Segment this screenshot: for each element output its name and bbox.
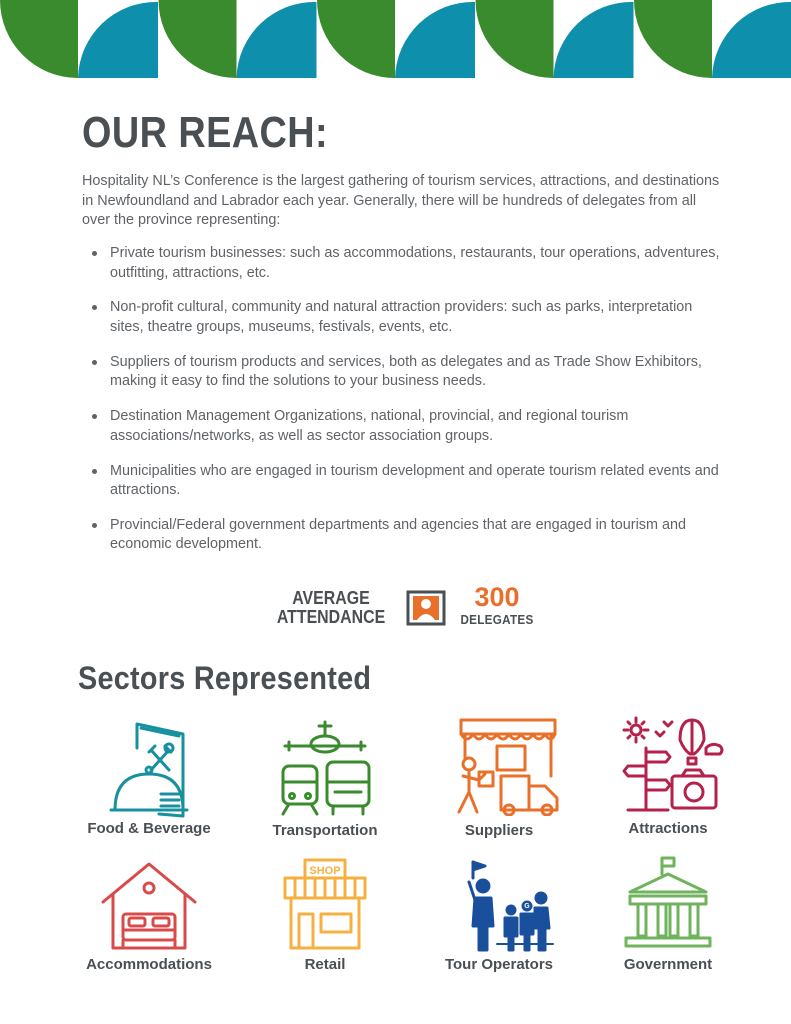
- sector-label: Retail: [304, 956, 346, 973]
- banner-blue-shape: [78, 2, 158, 78]
- decorative-banner: [0, 0, 791, 80]
- attendance-label-line1: AVERAGE: [292, 587, 370, 608]
- sector-label: Government: [623, 956, 713, 973]
- delegate-list: [82, 244, 722, 570]
- retail-icon: [265, 856, 385, 956]
- suppliers-icon: [439, 716, 559, 816]
- intro-paragraph: Hospitality NL’s Conference is the largest gathering of tourism services, attractions, and destinations in Newfoundland and Labrador each year. Generally, there will be hundreds of delegates from all over the province representing:: [82, 173, 720, 228]
- accommodations-icon: [89, 856, 209, 956]
- sector-label: Tour Operators: [444, 956, 554, 973]
- transportation-icon: [265, 718, 385, 818]
- attendance-label: [277, 588, 385, 626]
- sector-label: Transportation: [272, 822, 378, 839]
- attendance-label-line2: ATTENDANCE: [276, 606, 386, 627]
- sector-label: Accommodations: [86, 956, 212, 973]
- sectors-heading: Sectors Represented: [78, 660, 372, 696]
- list-item: Provincial/Federal government departments and agencies that are engaged in tourism and economic development.: [82, 516, 722, 555]
- banner-blue-shape: [554, 2, 634, 78]
- guide-badge-text: G: [524, 903, 530, 910]
- banner-blue-shape: [712, 2, 791, 78]
- banner-blue-shape: [237, 2, 317, 78]
- sector-accommodations: [64, 856, 234, 986]
- sector-transportation: [240, 718, 410, 848]
- banner-green-shape: [0, 0, 78, 78]
- sector-tour-operators: [414, 856, 584, 986]
- shop-sign-text: SHOP: [309, 865, 341, 877]
- sector-label: Suppliers: [464, 822, 534, 839]
- attendance-number: 300: [474, 582, 520, 612]
- attractions-icon: [608, 714, 728, 814]
- banner-blue-shape: [395, 2, 475, 78]
- banner-green-shape: [317, 0, 395, 78]
- page-title: OUR REACH:: [82, 108, 329, 157]
- sector-government: [583, 856, 753, 986]
- list-item: Destination Management Organizations, national, provincial, and regional tourism associations/networks, as well as sector association groups.: [82, 407, 722, 446]
- attendance-unit: DELEGATES: [460, 612, 534, 627]
- average-attendance: [268, 582, 558, 632]
- sector-label: Food & Beverage: [87, 820, 211, 837]
- list-item: Municipalities who are engaged in tourism development and operate tourism related events and attractions.: [82, 462, 722, 501]
- sector-label: Attractions: [628, 820, 708, 837]
- food-beverage-icon: [89, 718, 209, 818]
- sector-food-beverage: [64, 718, 234, 848]
- tour-operators-icon: [439, 856, 559, 956]
- banner-green-shape: [476, 0, 554, 78]
- list-item: Suppliers of tourism products and services, both as delegates and as Trade Show Exhibitors, making it easy to find the solutions to your business needs.: [82, 353, 722, 392]
- banner-green-shape: [159, 0, 237, 78]
- sector-retail: [240, 856, 410, 986]
- sector-suppliers: [414, 716, 584, 846]
- person-icon: [406, 590, 446, 626]
- government-icon: [608, 856, 728, 956]
- list-item: Private tourism businesses: such as accommodations, restaurants, tour operations, adventures, outfitting, attractions, etc.: [82, 244, 722, 283]
- list-item: Non-profit cultural, community and natural attraction providers: such as parks, interpretation sites, theatre groups, museums, festivals, events, etc.: [82, 298, 722, 337]
- sector-attractions: [583, 714, 753, 844]
- banner-shapes: [0, 0, 791, 78]
- banner-green-shape: [634, 0, 712, 78]
